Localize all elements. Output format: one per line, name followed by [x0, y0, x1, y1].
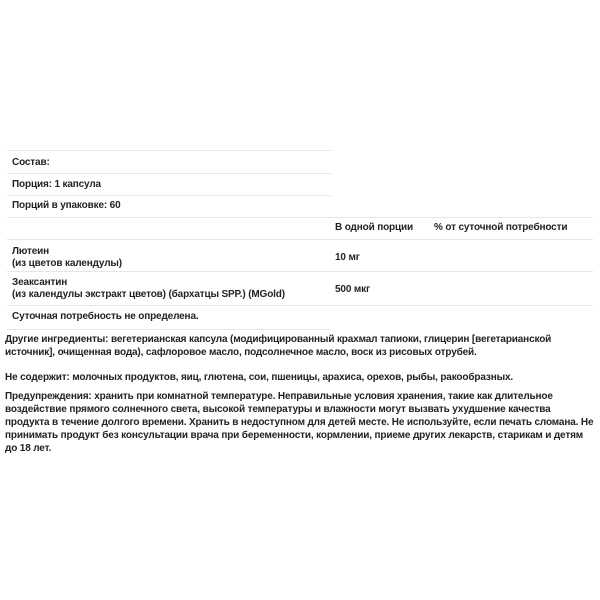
does-not-contain-paragraph: Не содержит: молочных продуктов, яиц, глютена, сои, пшеницы, арахиса, орехов, рыбы, ракообразных.	[5, 372, 514, 383]
nutrient-name: Зеаксантин	[12, 277, 68, 288]
divider	[7, 329, 331, 330]
divider	[7, 305, 593, 306]
nutrient-source: (из цветов календулы)	[12, 257, 122, 269]
divider	[7, 239, 593, 240]
other-ingredients-paragraph: Другие ингредиенты: вегетерианская капсула (модифицированный крахмал тапиоки, глицерин [вегетарианской источник], очищенная вода), сафлоровое масло, подсолнечное масло, воск из рисовых отрубей.	[5, 334, 552, 358]
daily-value-footnote: Суточная потребность не определена.	[12, 311, 199, 322]
composition-label: Состав:	[12, 157, 50, 168]
warnings-paragraph: Предупреждения: хранить при комнатной температуре. Неправильные условия хранения, такие как длительное воздействие прямого солнечного света, высокой температуры и влажности могут вызвать ухудшение качества продукта в течение долгого времени. Хранить в недоступном для детей месте. Не используйте, если печать сломана. Не принимать продукт без консультации врача при беременности, кормлении, приеме других лекарств, старикам и детям до 18 лет.	[5, 391, 594, 454]
column-header-per-serving: В одной порции	[335, 222, 413, 233]
divider	[7, 195, 331, 196]
divider	[7, 217, 593, 218]
nutrient-amount: 500 мкг	[335, 284, 370, 295]
nutrient-row	[12, 277, 285, 300]
nutrient-source: (из календулы экстракт цветов) (бархатцы SPP.) (MGold)	[12, 288, 285, 300]
nutrient-name: Лютеин	[12, 246, 50, 257]
divider	[7, 173, 331, 174]
servings-per-container: Порций в упаковке: 60	[12, 200, 121, 211]
nutrient-row	[12, 246, 122, 269]
column-header-daily-value: % от суточной потребности	[434, 222, 568, 233]
divider	[7, 271, 593, 272]
divider	[7, 150, 331, 151]
nutrient-amount: 10 мг	[335, 252, 360, 263]
serving-size: Порция: 1 капсула	[12, 179, 101, 190]
